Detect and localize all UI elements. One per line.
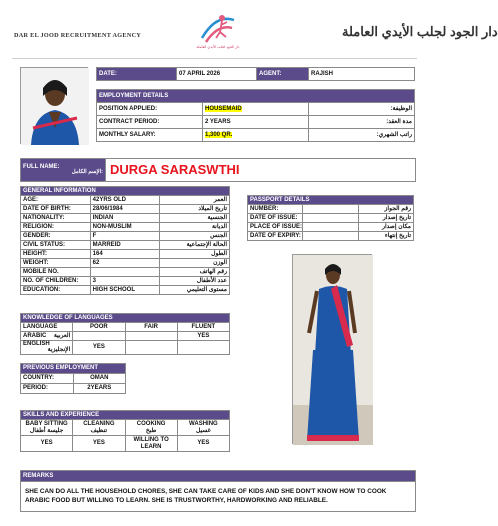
country-value: OMAN [73, 374, 126, 384]
passport-row [248, 205, 414, 214]
general-info-label-ar: الطول [160, 250, 230, 259]
skill-name: BABY SITTING [25, 421, 68, 428]
general-info-label-ar: الحالة الإجتماعية [160, 241, 230, 250]
date-agent-table [96, 67, 415, 81]
general-info-row [21, 223, 230, 232]
full-name-label: FULL NAME: [23, 163, 60, 170]
general-info-value: 164 [90, 250, 160, 259]
remarks-table [20, 470, 416, 512]
general-info-value: MARREID [90, 241, 160, 250]
passport-value [303, 205, 358, 214]
general-info-row [21, 250, 230, 259]
lang-header-fair: FAIR [125, 323, 177, 332]
language-fluent [177, 341, 229, 355]
general-info-label: RELIGION: [21, 223, 91, 232]
general-info-label-ar: مستوى التعليمي [160, 286, 230, 295]
general-info-value: NON-MUSLIM [90, 223, 160, 232]
passport-label-ar: تاريخ إصدار [358, 214, 413, 223]
skills-title: SKILLS AND EXPERIENCE [21, 411, 230, 420]
logo-subtitle: دار الجود لجلب الأيدي العاملة [196, 45, 240, 49]
full-name-value: DURGA SARASWTHI [106, 159, 416, 182]
passport-label-ar: تاريخ إنتهاء [358, 232, 413, 241]
contract-value: 2 YEARS [203, 116, 309, 129]
language-name-ar: العربية [53, 332, 71, 339]
general-info-label-ar: عدد الأطفال [160, 277, 230, 286]
full-body-photo [292, 254, 372, 444]
passport-details-title: PASSPORT DETAILS [248, 196, 414, 205]
salary-value: 1,300 QR. [205, 131, 233, 138]
general-info-row [21, 286, 230, 295]
passport-row [248, 214, 414, 223]
language-fluent: YES [177, 332, 229, 341]
previous-employment-title: PREVIOUS EMPLOYMENT [21, 364, 126, 374]
skill-name: WASHING [189, 421, 218, 428]
header-divider [12, 58, 417, 59]
general-info-label: NO. OF CHILDREN: [21, 277, 91, 286]
passport-value [303, 232, 358, 241]
agent-label: AGENT: [257, 68, 309, 81]
date-value: 07 APRIL 2026 [177, 68, 257, 81]
salary-label-ar: راتب الشهري: [309, 129, 415, 142]
passport-label: PLACE OF ISSUE: [248, 223, 303, 232]
general-information-title: GENERAL INFORMATION [21, 187, 230, 196]
skill-name: CLEANING [83, 421, 115, 428]
lang-header-fluent: FLUENT [177, 323, 229, 332]
date-label: DATE: [97, 68, 177, 81]
passport-label: NUMBER: [248, 205, 303, 214]
passport-label-ar: رقم الجواز [358, 205, 413, 214]
general-info-row [21, 241, 230, 250]
general-information-table [20, 186, 230, 295]
country-label: COUNTRY: [21, 374, 74, 384]
passport-row [248, 232, 414, 241]
general-info-label-ar: تاريخ الميلاد [160, 205, 230, 214]
general-info-row [21, 259, 230, 268]
skill-value: YES [73, 436, 125, 452]
languages-table [20, 313, 230, 355]
language-poor [73, 332, 125, 341]
remarks-text: SHE CAN DO ALL THE HOUSEHOLD CHORES, SHE CAN TAKE CARE OF KIDS AND SHE DON'T KNOW HOW TO COOK ARABIC FOOD BUT WILLING TO LEARN. SHE IS TRUSTWORTHY, HARDWORKING AND RELIABLE. [21, 482, 416, 512]
general-info-label: WEIGHT: [21, 259, 91, 268]
general-info-row [21, 205, 230, 214]
language-name: ARABIC [23, 332, 47, 339]
position-value: HOUSEMAID [205, 105, 242, 112]
general-info-row [21, 214, 230, 223]
full-name-label-cell [21, 159, 106, 182]
position-cell [203, 103, 309, 116]
position-label: POSITION APPLIED: [97, 103, 203, 116]
general-info-value: 42YRS OLD [90, 196, 160, 205]
skill-name: COOKING [136, 421, 166, 428]
skill-header-cell [73, 420, 125, 436]
skill-name-ar: تنظيف [90, 427, 108, 434]
general-info-label: MOBILE NO. [21, 268, 91, 277]
general-info-label: EDUCATION: [21, 286, 91, 295]
salary-label: MONTHLY SALARY: [97, 129, 203, 142]
skill-header-cell [125, 420, 177, 436]
general-info-row [21, 277, 230, 286]
period-label: PERIOD: [21, 384, 74, 394]
agent-value: RAJISH [309, 68, 415, 81]
full-name-table [20, 158, 416, 182]
general-info-label: AGE: [21, 196, 91, 205]
language-poor: YES [73, 341, 125, 355]
general-info-label: HEIGHT: [21, 250, 91, 259]
skills-header-row [21, 420, 230, 436]
skill-name-ar: جليسة أطفال [29, 427, 64, 434]
skill-value: WILLING TO LEARN [125, 436, 177, 452]
period-value: 2YEARS [73, 384, 126, 394]
passport-row [248, 223, 414, 232]
language-name-cell [21, 332, 73, 341]
general-info-label-ar: العمر [160, 196, 230, 205]
general-info-label-ar: الجنس [160, 232, 230, 241]
general-info-value: INDIAN [90, 214, 160, 223]
general-info-value: 28/06/1984 [90, 205, 160, 214]
passport-label-ar: مكان إصدار [358, 223, 413, 232]
language-name-cell [21, 341, 73, 355]
general-info-value: 62 [90, 259, 160, 268]
general-info-row [21, 196, 230, 205]
passport-label: DATE OF EXPIRY: [248, 232, 303, 241]
general-info-value: HIGH SCHOOL [90, 286, 160, 295]
general-info-label-ar: الجنسية [160, 214, 230, 223]
general-info-label-ar: الوزن [160, 259, 230, 268]
employment-details-title: EMPLOYMENT DETAILS [97, 90, 415, 103]
passport-details-table [247, 195, 414, 241]
skill-value: YES [177, 436, 229, 452]
general-info-label: GENDER: [21, 232, 91, 241]
language-fair [125, 332, 177, 341]
lang-header-poor: POOR [73, 323, 125, 332]
general-info-value: 3 [90, 277, 160, 286]
passport-label: DATE OF ISSUE: [248, 214, 303, 223]
passport-value [303, 214, 358, 223]
remarks-title: REMARKS [21, 471, 416, 482]
general-info-value [90, 268, 160, 277]
language-fair [125, 341, 177, 355]
agency-name-arabic: دار الجود لجلب الأيدي العاملة [342, 24, 498, 39]
general-info-label: DATE OF BIRTH: [21, 205, 91, 214]
previous-employment-table [20, 363, 126, 394]
general-info-row [21, 268, 230, 277]
full-name-label-ar: الإسم الكامل: [71, 169, 103, 176]
skill-name-ar: طبخ [145, 427, 157, 434]
language-name-ar: الإنجليزية [47, 347, 71, 354]
language-row [21, 332, 230, 341]
languages-title: KNOWLEDGE OF LANGUAGES [21, 314, 230, 323]
skill-name-ar: غسيل [195, 427, 211, 434]
position-label-ar: الوظيفة: [309, 103, 415, 116]
contract-label: CONTRACT PERIOD: [97, 116, 203, 129]
general-info-label-ar: رقم الهاتف [160, 268, 230, 277]
salary-cell [203, 129, 309, 142]
skill-header-cell [21, 420, 73, 436]
language-row [21, 341, 230, 355]
skills-table [20, 410, 230, 452]
contract-label-ar: مدة العقد: [309, 116, 415, 129]
lang-header-language: LANGUAGE [21, 323, 73, 332]
skills-value-row [21, 436, 230, 452]
employment-details-table [96, 89, 415, 142]
general-info-value: F [90, 232, 160, 241]
skill-value: YES [21, 436, 73, 452]
general-info-label-ar: الديانة [160, 223, 230, 232]
portrait-photo [20, 67, 88, 144]
general-info-row [21, 232, 230, 241]
general-info-label: NATIONALITY: [21, 214, 91, 223]
language-name: ENGLISH [23, 341, 50, 347]
agency-name-english: DAR EL JOOD RECRUITMENT AGENCY [14, 32, 142, 39]
passport-value [303, 223, 358, 232]
skill-header-cell [177, 420, 229, 436]
general-info-label: CIVIL STATUS: [21, 241, 91, 250]
